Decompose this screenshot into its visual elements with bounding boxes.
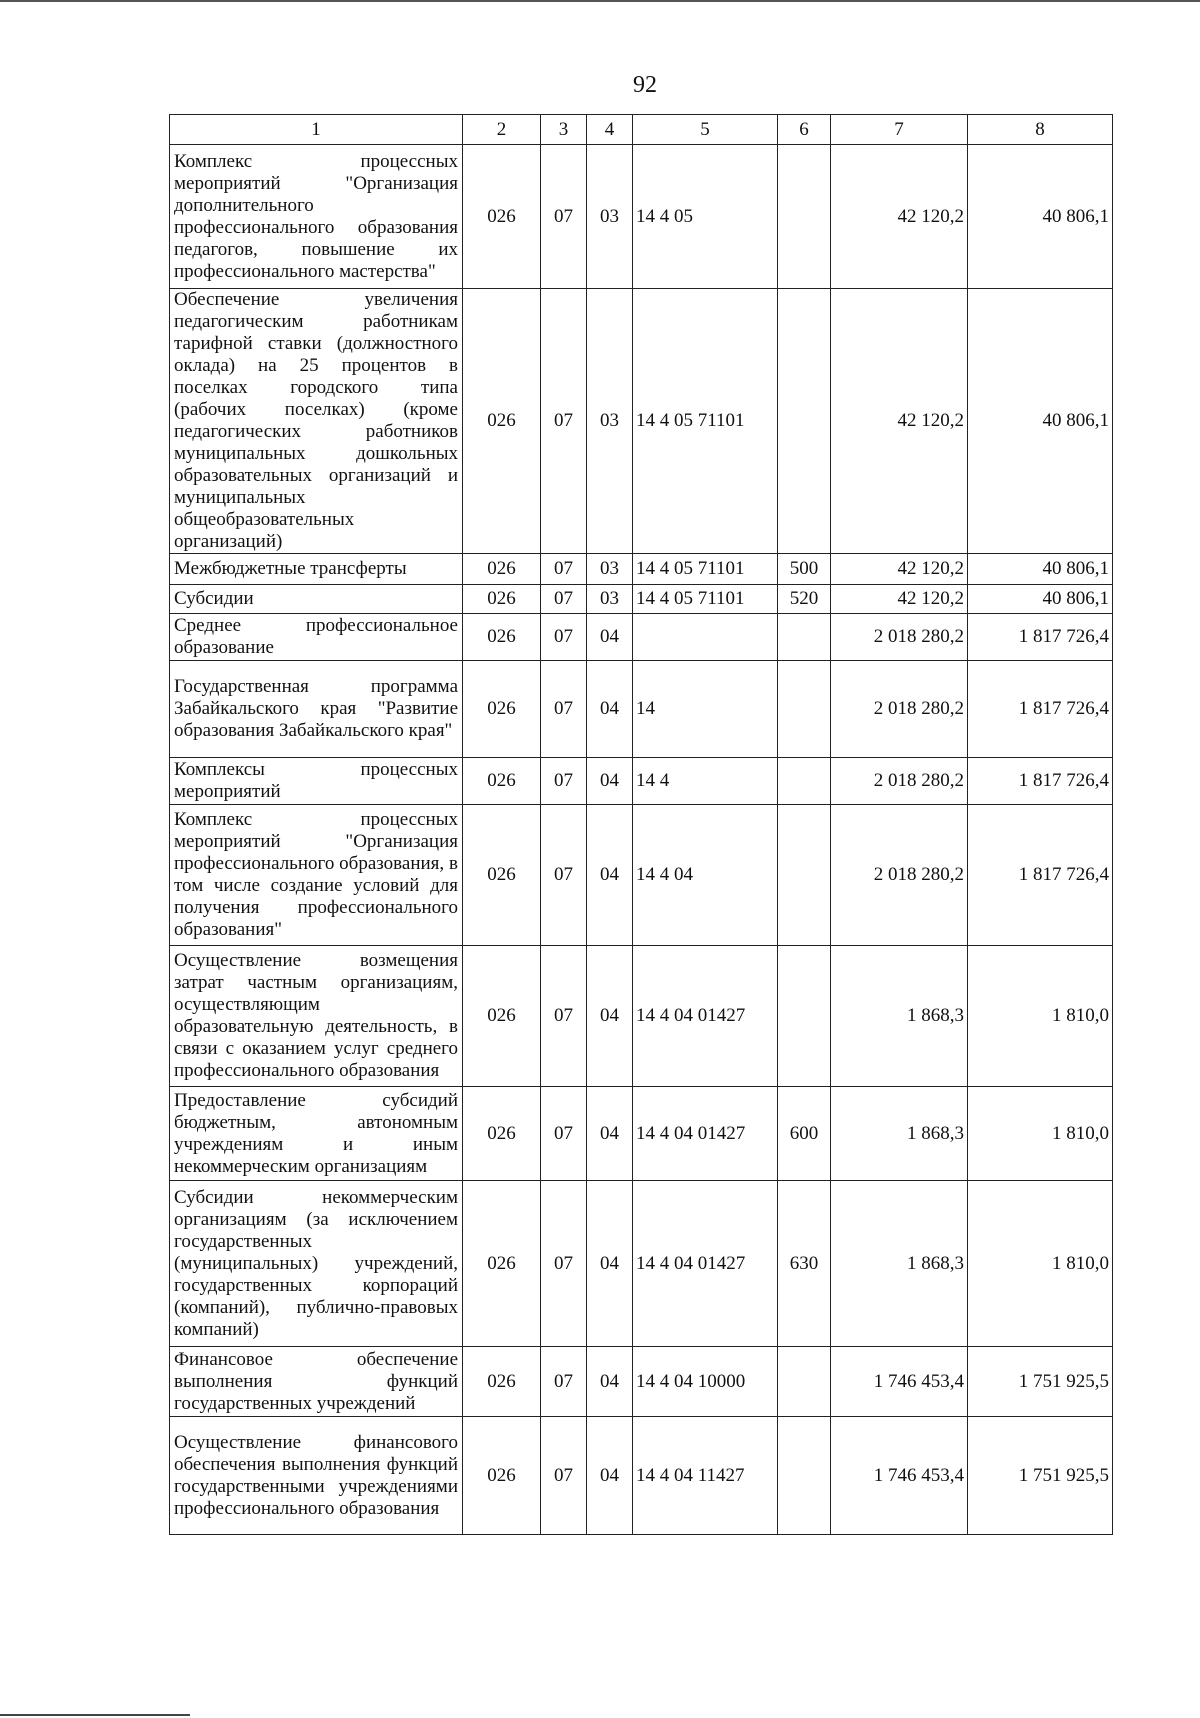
scan-edge-top bbox=[0, 0, 1200, 2]
cell-subsection: 04 bbox=[587, 946, 633, 1087]
cell-target-article: 14 4 04 bbox=[633, 805, 778, 946]
table-row bbox=[170, 946, 1113, 1087]
cell-expense-type bbox=[778, 758, 831, 805]
header-cell: 7 bbox=[831, 115, 968, 145]
cell-amount-col8: 40 806,1 bbox=[968, 554, 1113, 585]
cell-expense-type bbox=[778, 1347, 831, 1417]
scan-edge-bottom bbox=[0, 1714, 190, 1716]
row-name: Комплекс процессных мероприятий "Организация профессионального образования, в том числе создание условий для получения профессионального образования" bbox=[170, 805, 463, 946]
cell-subsection: 03 bbox=[587, 585, 633, 614]
cell-subsection: 04 bbox=[587, 1087, 633, 1181]
cell-amount-col8: 1 751 925,5 bbox=[968, 1347, 1113, 1417]
cell-expense-type: 520 bbox=[778, 585, 831, 614]
cell-ministry-code: 026 bbox=[463, 1181, 541, 1347]
page-number: 92 bbox=[633, 72, 657, 98]
cell-target-article: 14 bbox=[633, 661, 778, 758]
cell-ministry-code: 026 bbox=[463, 289, 541, 554]
cell-subsection: 03 bbox=[587, 145, 633, 289]
cell-amount-col8: 1 817 726,4 bbox=[968, 661, 1113, 758]
cell-ministry-code: 026 bbox=[463, 1417, 541, 1535]
cell-section: 07 bbox=[541, 805, 587, 946]
table-row bbox=[170, 758, 1113, 805]
cell-ministry-code: 026 bbox=[463, 554, 541, 585]
row-name: Финансовое обеспечение выполнения функций государственных учреждений bbox=[170, 1347, 463, 1417]
row-name: Комплексы процессных мероприятий bbox=[170, 758, 463, 805]
header-cell: 4 bbox=[587, 115, 633, 145]
cell-target-article: 14 4 04 11427 bbox=[633, 1417, 778, 1535]
header-cell: 5 bbox=[633, 115, 778, 145]
row-name: Субсидии bbox=[170, 585, 463, 614]
table-row bbox=[170, 554, 1113, 585]
cell-section: 07 bbox=[541, 1347, 587, 1417]
cell-section: 07 bbox=[541, 289, 587, 554]
cell-amount-col8: 1 810,0 bbox=[968, 1087, 1113, 1181]
cell-ministry-code: 026 bbox=[463, 1347, 541, 1417]
cell-section: 07 bbox=[541, 661, 587, 758]
header-cell: 6 bbox=[778, 115, 831, 145]
header-cell: 3 bbox=[541, 115, 587, 145]
cell-amount-col7: 1 746 453,4 bbox=[831, 1347, 968, 1417]
cell-amount-col7: 1 868,3 bbox=[831, 946, 968, 1087]
row-name: Обеспечение увеличения педагогическим работникам тарифной ставки (должностного оклада) на 25 процентов в поселках городского типа (рабочих поселках) (кроме педагогических работников муниципальных дошкольных образовательных организаций и муниципальных общеобразовательных организаций) bbox=[170, 289, 463, 554]
cell-amount-col7: 1 868,3 bbox=[831, 1181, 968, 1347]
cell-ministry-code: 026 bbox=[463, 145, 541, 289]
cell-target-article: 14 4 04 01427 bbox=[633, 1087, 778, 1181]
table-row bbox=[170, 1347, 1113, 1417]
row-name: Государственная программа Забайкальского края "Развитие образования Забайкальского края" bbox=[170, 661, 463, 758]
table-row bbox=[170, 289, 1113, 554]
cell-section: 07 bbox=[541, 946, 587, 1087]
table-row bbox=[170, 1181, 1113, 1347]
cell-section: 07 bbox=[541, 758, 587, 805]
cell-section: 07 bbox=[541, 585, 587, 614]
row-name: Предоставление субсидий бюджетным, автономным учреждениям и иным некоммерческим организациям bbox=[170, 1087, 463, 1181]
cell-amount-col8: 40 806,1 bbox=[968, 145, 1113, 289]
cell-expense-type bbox=[778, 661, 831, 758]
table-row bbox=[170, 585, 1113, 614]
row-name: Межбюджетные трансферты bbox=[170, 554, 463, 585]
cell-amount-col8: 1 817 726,4 bbox=[968, 805, 1113, 946]
header-cell: 1 bbox=[170, 115, 463, 145]
table-row bbox=[170, 145, 1113, 289]
cell-ministry-code: 026 bbox=[463, 585, 541, 614]
header-cell: 2 bbox=[463, 115, 541, 145]
cell-subsection: 04 bbox=[587, 1181, 633, 1347]
cell-amount-col8: 1 751 925,5 bbox=[968, 1417, 1113, 1535]
cell-target-article: 14 4 05 71101 bbox=[633, 289, 778, 554]
cell-ministry-code: 026 bbox=[463, 661, 541, 758]
cell-ministry-code: 026 bbox=[463, 805, 541, 946]
table-row bbox=[170, 1417, 1113, 1535]
cell-expense-type bbox=[778, 805, 831, 946]
cell-amount-col7: 42 120,2 bbox=[831, 554, 968, 585]
row-name: Среднее профессиональное образование bbox=[170, 614, 463, 661]
header-cell: 8 bbox=[968, 115, 1113, 145]
cell-amount-col7: 1 746 453,4 bbox=[831, 1417, 968, 1535]
cell-target-article: 14 4 04 01427 bbox=[633, 946, 778, 1087]
cell-amount-col8: 1 810,0 bbox=[968, 1181, 1113, 1347]
table-row bbox=[170, 661, 1113, 758]
cell-subsection: 04 bbox=[587, 661, 633, 758]
cell-target-article: 14 4 05 71101 bbox=[633, 554, 778, 585]
cell-amount-col8: 40 806,1 bbox=[968, 585, 1113, 614]
cell-section: 07 bbox=[541, 145, 587, 289]
cell-ministry-code: 026 bbox=[463, 758, 541, 805]
cell-subsection: 03 bbox=[587, 289, 633, 554]
cell-section: 07 bbox=[541, 1087, 587, 1181]
cell-expense-type bbox=[778, 1417, 831, 1535]
cell-target-article: 14 4 04 10000 bbox=[633, 1347, 778, 1417]
cell-section: 07 bbox=[541, 1181, 587, 1347]
table-header-row bbox=[170, 115, 1113, 145]
cell-expense-type: 630 bbox=[778, 1181, 831, 1347]
cell-amount-col8: 40 806,1 bbox=[968, 289, 1113, 554]
cell-subsection: 04 bbox=[587, 1347, 633, 1417]
cell-section: 07 bbox=[541, 1417, 587, 1535]
cell-expense-type: 500 bbox=[778, 554, 831, 585]
cell-subsection: 03 bbox=[587, 554, 633, 585]
table-row bbox=[170, 614, 1113, 661]
cell-amount-col8: 1 817 726,4 bbox=[968, 614, 1113, 661]
cell-section: 07 bbox=[541, 614, 587, 661]
row-name: Осуществление возмещения затрат частным организациям, осуществляющим образовательную деятельность, в связи с оказанием услуг среднего профессионального образования bbox=[170, 946, 463, 1087]
budget-table bbox=[169, 114, 1113, 1535]
cell-expense-type: 600 bbox=[778, 1087, 831, 1181]
row-name: Субсидии некоммерческим организациям (за исключением государственных (муниципальных) учреждений, государственных корпораций (компаний), публично-правовых компаний) bbox=[170, 1181, 463, 1347]
cell-amount-col8: 1 810,0 bbox=[968, 946, 1113, 1087]
cell-section: 07 bbox=[541, 554, 587, 585]
cell-expense-type bbox=[778, 289, 831, 554]
table-row bbox=[170, 805, 1113, 946]
cell-target-article: 14 4 bbox=[633, 758, 778, 805]
cell-expense-type bbox=[778, 946, 831, 1087]
cell-subsection: 04 bbox=[587, 614, 633, 661]
cell-amount-col7: 2 018 280,2 bbox=[831, 758, 968, 805]
cell-subsection: 04 bbox=[587, 758, 633, 805]
row-name: Комплекс процессных мероприятий "Организация дополнительного профессионального образования педагогов, повышение их профессионального мастерства" bbox=[170, 145, 463, 289]
cell-amount-col7: 2 018 280,2 bbox=[831, 614, 968, 661]
cell-target-article bbox=[633, 614, 778, 661]
cell-target-article: 14 4 05 71101 bbox=[633, 585, 778, 614]
row-name: Осуществление финансового обеспечения выполнения функций государственными учреждениями профессионального образования bbox=[170, 1417, 463, 1535]
table-row bbox=[170, 1087, 1113, 1181]
cell-ministry-code: 026 bbox=[463, 614, 541, 661]
cell-amount-col7: 2 018 280,2 bbox=[831, 661, 968, 758]
cell-amount-col7: 2 018 280,2 bbox=[831, 805, 968, 946]
cell-ministry-code: 026 bbox=[463, 946, 541, 1087]
cell-ministry-code: 026 bbox=[463, 1087, 541, 1181]
cell-amount-col7: 1 868,3 bbox=[831, 1087, 968, 1181]
cell-amount-col7: 42 120,2 bbox=[831, 585, 968, 614]
cell-subsection: 04 bbox=[587, 1417, 633, 1535]
cell-expense-type bbox=[778, 614, 831, 661]
cell-amount-col8: 1 817 726,4 bbox=[968, 758, 1113, 805]
cell-expense-type bbox=[778, 145, 831, 289]
cell-target-article: 14 4 04 01427 bbox=[633, 1181, 778, 1347]
cell-subsection: 04 bbox=[587, 805, 633, 946]
cell-target-article: 14 4 05 bbox=[633, 145, 778, 289]
cell-amount-col7: 42 120,2 bbox=[831, 289, 968, 554]
cell-amount-col7: 42 120,2 bbox=[831, 145, 968, 289]
